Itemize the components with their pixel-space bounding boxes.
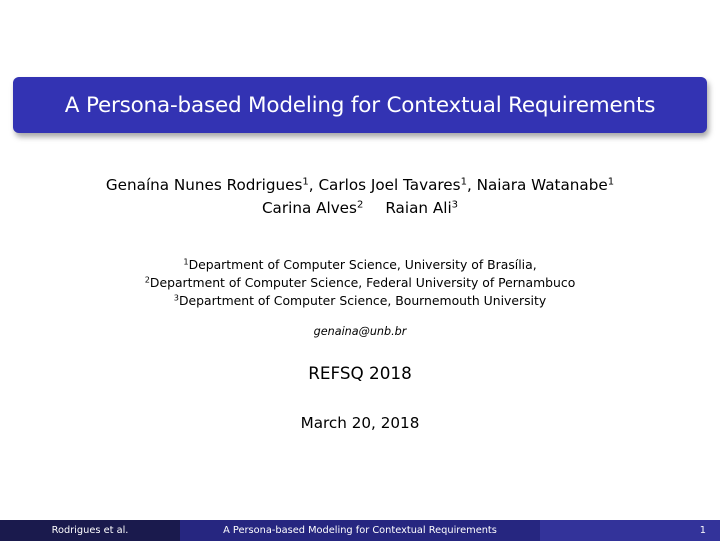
author-name: Carina Alves	[261, 199, 357, 217]
author-name: Genaína Nunes Rodrigues	[105, 176, 303, 194]
affiliation-2	[0, 275, 720, 290]
footer-author-text: Rodrigues et al.	[51, 525, 129, 536]
footer-page-text: 1	[699, 525, 706, 536]
author-name: Naiara Watanabe	[476, 176, 608, 194]
author-affiliation-mark: 3	[451, 199, 459, 211]
affiliation-mark: 1	[183, 256, 189, 267]
footer-title	[180, 520, 540, 541]
affiliation-mark: 3	[173, 292, 179, 303]
title-bar	[13, 77, 707, 133]
authors-line-1	[0, 176, 720, 194]
author-affiliation-mark: 1	[302, 176, 309, 188]
affiliation-mark: 2	[144, 274, 150, 285]
author-name: Carlos Joel Tavares	[318, 176, 461, 194]
affiliation-text: Department of Computer Science, University of Brasília,	[188, 257, 537, 272]
footer-title-text: A Persona-based Modeling for Contextual Requirements	[223, 525, 497, 536]
affiliation-3	[0, 293, 720, 308]
footer-bar	[0, 520, 720, 541]
author-affiliation-mark: 1	[607, 176, 615, 188]
presentation-date: March 20, 2018	[300, 414, 420, 432]
contact-email: genaina@unb.br	[313, 325, 407, 338]
authors-line-2	[0, 199, 720, 217]
affiliation-text: Department of Computer Science, Federal University of Pernambuco	[149, 275, 576, 290]
author-affiliation-mark: 1	[460, 176, 467, 188]
author-name: Raian Ali	[385, 199, 452, 217]
author-affiliation-mark: 2	[356, 199, 364, 211]
affiliation-1	[0, 257, 720, 272]
footer-author	[0, 520, 180, 541]
affiliation-text: Department of Computer Science, Bournemouth University	[179, 293, 547, 308]
author-separator: ,	[308, 176, 319, 194]
conference-name: REFSQ 2018	[308, 363, 412, 383]
slide-title: A Persona-based Modeling for Contextual Requirements	[64, 92, 656, 118]
footer-page-number	[540, 520, 720, 541]
author-separator: ,	[466, 176, 477, 194]
